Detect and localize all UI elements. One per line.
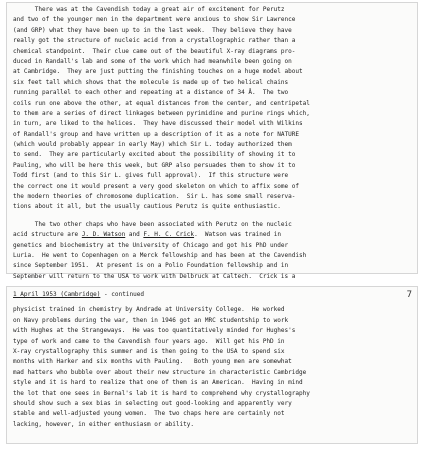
text-line: physicist trained in chemistry by Andrade at University College. He worked xyxy=(13,306,285,314)
diary-page-continued xyxy=(6,286,418,444)
text-line: to send. They are particularly excited about the possibility of showing it to xyxy=(13,151,296,159)
underlined-name: F. H. C. Crick xyxy=(143,231,195,239)
text-line: style and it is hard to realize that one of them is an American. Having in mind xyxy=(13,379,303,387)
text-line xyxy=(13,251,414,261)
text-line: six feet tall which shows that the molecule is made up of two helical chains xyxy=(13,78,289,86)
text-segment: September will return to the USA to work with Delbruck at Caltech. Crick is a xyxy=(13,272,296,280)
text-line xyxy=(13,261,414,271)
text-line xyxy=(13,230,414,240)
text-segment: since September 1951. At present is on a Polio Foundation fellowship and in xyxy=(13,262,289,270)
paragraph-crick-bio xyxy=(13,305,414,430)
text-line: stable and well-adjusted young women. The two chaps here are certainly not xyxy=(13,410,285,418)
text-line: to them are a series of direct linkages between pyrimidine and purine rings which, xyxy=(13,109,310,117)
text-line: X-ray crystallography this summer and is then going to the USA to spend six xyxy=(13,347,285,355)
text-line: running parallel to each other and repeating at a distance of 34 Å. The two xyxy=(13,89,289,97)
underlined-name: J. D. Watson xyxy=(81,231,126,239)
text-segment: acid structure are xyxy=(13,231,82,239)
text-line: the lot that one sees in Bernal's lab it is hard to comprehend why crystallography xyxy=(13,389,310,397)
text-line: duced in Randall's lab and some of the work which had meanwhile been going on xyxy=(13,57,292,65)
text-line: (which would probably appear in early May) which Sir L. today authorized them xyxy=(13,141,292,149)
text-line: (and GRP) what they have been up to in the last week. They believe they have xyxy=(13,26,292,34)
text-line xyxy=(13,241,414,251)
entry-date: 1 April 1953 (Cambridge) xyxy=(13,291,101,298)
text-segment: genetics and biochemistry at the University of Chicago and got his PhD under xyxy=(13,241,289,249)
text-segment: The two other chaps who have been associated with Perutz on the nucleic xyxy=(13,220,292,228)
entry-heading xyxy=(13,290,144,300)
text-line: in turn, are liked to the helices. They have discussed their model with Wilkins xyxy=(13,120,303,128)
text-line: Todd first (and to this Sir L. gives full approval). If this structure were xyxy=(13,172,289,180)
handwritten-mark: 7 xyxy=(406,290,412,300)
diary-page-top xyxy=(6,2,418,280)
text-segment: . Watson was trained in xyxy=(194,231,281,239)
text-line: chemical standpoint. Their clue came out of the beautiful X-ray diagrams pro- xyxy=(13,47,296,55)
paragraph-watson-crick xyxy=(13,220,414,282)
paragraph-cavendish-excitement xyxy=(13,5,414,213)
text-line: at Cambridge. They are just putting the finishing touches on a huge model about xyxy=(13,68,303,76)
text-line: mad hatters who bubble over about their new structure in characteristic Cambridge xyxy=(13,368,307,376)
continued-label: - continued xyxy=(100,291,145,298)
text-line xyxy=(13,220,414,230)
text-line: of Randall's group and have written up a description of it as a note for NATURE xyxy=(13,130,300,138)
text-line: tions about it all, but the usually cautious Perutz is quite enthusiastic. xyxy=(13,203,281,211)
text-segment: Luria. He went to Copenhagen on a Merck fellowship and has been at the Cavendish xyxy=(13,251,307,259)
text-line: should show such a sex bias in selecting out good-looking and apparently very xyxy=(13,399,292,407)
text-segment: and xyxy=(125,231,144,239)
text-line: the correct one it would present a very good skeleton on which to affix some of xyxy=(13,182,300,190)
text-line: coils run one above the other, at equal distances from the center, and centripetal xyxy=(13,99,310,107)
text-line: Pauling, who will be here this week, but GRP also persuades them to show it to xyxy=(13,161,296,169)
text-line: and two of the younger men in the department were anxious to show Sir Lawrence xyxy=(13,16,296,24)
text-line xyxy=(13,272,414,282)
entry-header xyxy=(13,290,414,300)
text-line: with Hughes at the Strangeways. He was too quantitatively minded for Hughes's xyxy=(13,327,296,335)
text-line: There was at the Cavendish today a great air of excitement for Perutz xyxy=(13,6,285,13)
text-line: lacking, however, in either enthusiasm or ability. xyxy=(13,420,195,428)
text-line: really got the structure of nucleic acid from a crystallographic rather than a xyxy=(13,37,296,45)
text-line: months with Harker and six months with Pauling. Both young men are somewhat xyxy=(13,358,292,366)
text-line: on Navy problems during the war, then in 1946 got an MRC studentship to work xyxy=(13,316,289,324)
text-line: the modern theories of chromosome duplication. Sir L. has some small reserva- xyxy=(13,193,296,201)
text-line: type of work and came to the Cavendish four years ago. Will get his PhD in xyxy=(13,337,285,345)
